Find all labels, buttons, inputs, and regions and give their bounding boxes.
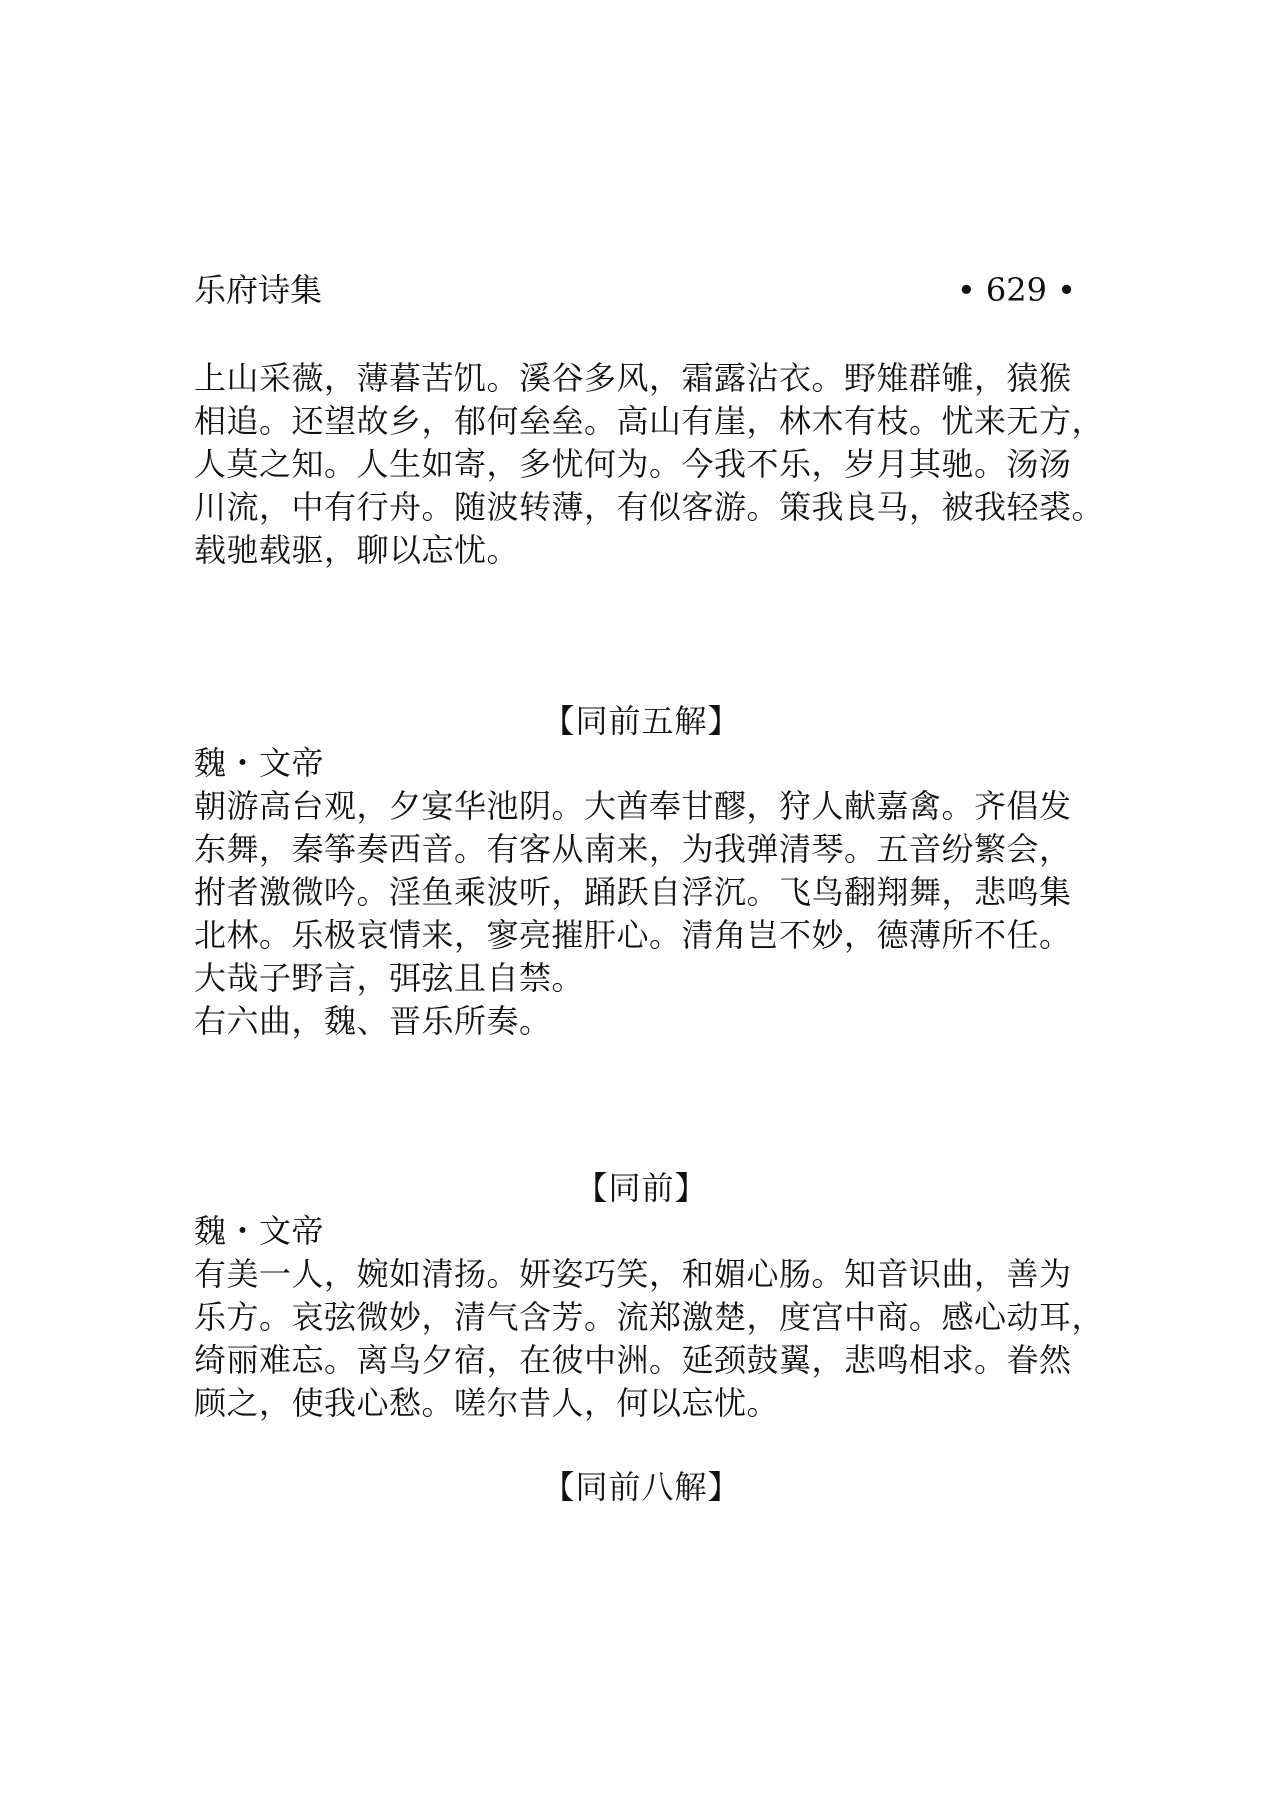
poem-line: 朝游高台观，夕宴华池阴。大酋奉甘醪，狩人献嘉禽。齐倡发 [194,787,1072,825]
poem-line: 北林。乐极哀情来，寥亮摧肝心。清角岂不妙，德薄所不任。 [194,916,1072,954]
author-line: 魏・文帝 [194,1212,325,1250]
poem-line: 有美一人，婉如清扬。妍姿巧笑，和媚心肠。知音识曲，善为 [194,1255,1072,1293]
poem-line: 拊者激微吟。淫鱼乘波听，踊跃自浮沉。飞鸟翻翔舞，悲鸣集 [194,873,1072,911]
page-header [194,268,1076,312]
poem-line: 上山采薇，薄暮苦饥。溪谷多风，霜露沾衣。野雉群雊，猿猴 [194,359,1072,397]
poem-line: 绮丽难忘。离鸟夕宿，在彼中洲。延颈鼓翼，悲鸣相求。眷然 [194,1341,1072,1379]
poem-line: 相追。还望故乡，郁何垒垒。高山有崖，林木有枝。忧来无方， [194,402,1105,440]
note-line: 右六曲，魏、晋乐所奏。 [194,1002,552,1040]
book-title: 乐府诗集 [194,271,323,309]
section-title-2: 【同前五解】 [542,702,741,740]
poem-line: 川流，中有行舟。随波转薄，有似客游。策我良马，被我轻裘。 [194,488,1105,526]
poem-line: 大哉子野言，弭弦且自禁。 [194,959,585,997]
poem-text-2 [194,742,1114,1043]
poem-text-3 [194,1210,1114,1425]
poem-line: 东舞，秦筝奏西音。有客从南来，为我弹清琴。五音纷繁会， [194,830,1072,868]
section-title-3: 【同前】 [575,1169,708,1207]
author-line: 魏・文帝 [194,744,325,782]
poem-line: 乐方。哀弦微妙，清气含芳。流郑激楚，度宫中商。感心动耳， [194,1298,1105,1336]
section-title-4: 【同前八解】 [542,1468,741,1506]
poem-line: 载驰载驱，聊以忘忧。 [194,531,520,569]
page-number: • 629 • [956,271,1076,309]
poem-line: 顾之，使我心愁。嗟尔昔人，何以忘忧。 [194,1384,780,1422]
poem-text-1 [194,357,1114,572]
poem-line: 人莫之知。人生如寄，多忧何为。今我不乐，岁月其驰。汤汤 [194,445,1072,483]
